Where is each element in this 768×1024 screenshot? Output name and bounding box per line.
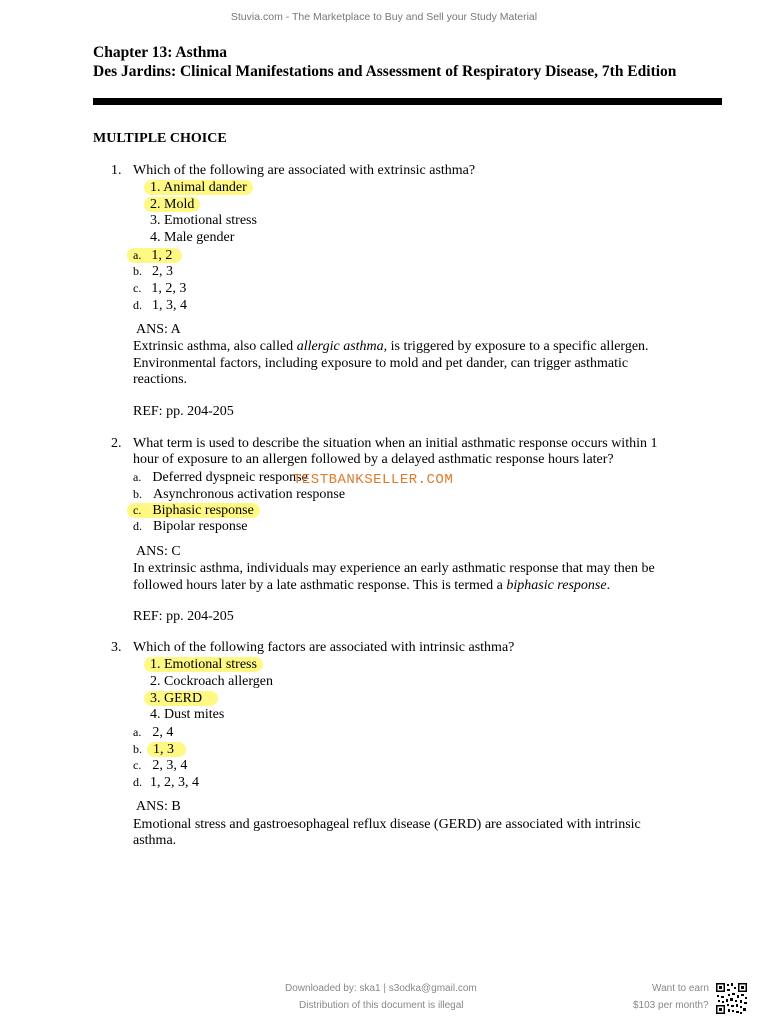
explanation-text: . bbox=[606, 578, 611, 593]
explanation-emphasis: allergic asthma bbox=[296, 339, 384, 354]
explanation-text: followed hours later by a late asthmatic response. This is termed a bbox=[133, 578, 507, 593]
answer-key: ANS: A bbox=[136, 322, 181, 337]
choice-label: b. bbox=[133, 487, 142, 501]
qr-code-icon[interactable] bbox=[715, 982, 748, 1015]
earn-promo-line2[interactable]: $103 per month? bbox=[633, 1000, 709, 1011]
question-stem: Which of the following factors are associated with intrinsic asthma? bbox=[133, 640, 515, 655]
choice-text: 2, 3, 4 bbox=[152, 758, 188, 773]
answer-choice bbox=[133, 469, 308, 486]
list-item: 2. Cockroach allergen bbox=[150, 674, 273, 689]
explanation-line: asthma. bbox=[133, 833, 177, 848]
answer-choice bbox=[133, 297, 187, 314]
choice-label: a. bbox=[133, 248, 142, 262]
item-text: 2. Mold bbox=[144, 197, 200, 212]
answer-choice bbox=[133, 741, 186, 758]
document-title bbox=[93, 44, 733, 81]
explanation-line: In extrinsic asthma, individuals may experience an early asthmatic response that may then be bbox=[133, 561, 655, 576]
choice-text: 1, 3, 4 bbox=[152, 298, 187, 313]
list-item bbox=[150, 691, 218, 707]
explanation-line: Emotional stress and gastroesophageal reflux disease (GERD) are associated with intrinsic bbox=[133, 817, 641, 832]
explanation-line bbox=[133, 578, 610, 594]
reference: REF: pp. 204-205 bbox=[133, 404, 234, 419]
chapter-title: Chapter 13: Asthma bbox=[93, 44, 228, 61]
downloaded-by: Downloaded by: ska1 | s3odka@gmail.com bbox=[285, 983, 477, 994]
answer-choice bbox=[133, 724, 173, 741]
stuvia-banner: Stuvia.com - The Marketplace to Buy and Sell your Study Material bbox=[230, 11, 538, 23]
question-stem: hour of exposure to an allergen followed by a delayed asthmatic response hours later? bbox=[133, 452, 614, 467]
choice-label: a. bbox=[133, 470, 142, 484]
explanation-line: reactions. bbox=[133, 372, 188, 387]
question-number: 1. bbox=[111, 163, 122, 178]
list-item bbox=[150, 657, 263, 673]
choice-label: c. bbox=[133, 503, 142, 517]
choice-label: c. bbox=[133, 281, 142, 295]
answer-choice bbox=[133, 502, 260, 519]
choice-text: Asynchronous activation response bbox=[153, 487, 346, 502]
explanation-line bbox=[133, 339, 649, 355]
choice-label: b. bbox=[133, 742, 142, 756]
reference: REF: pp. 204-205 bbox=[133, 609, 234, 624]
choice-text: 2, 4 bbox=[152, 725, 174, 740]
earn-promo-line1[interactable]: Want to earn bbox=[652, 983, 709, 994]
choice-label: d. bbox=[133, 298, 142, 312]
choice-text: 1, 2 bbox=[151, 248, 173, 263]
explanation-text: , is triggered by exposure to a specific allergen. bbox=[383, 339, 649, 354]
list-item: 3. Emotional stress bbox=[150, 213, 257, 228]
choice-label: b. bbox=[133, 264, 142, 278]
section-heading: MULTIPLE CHOICE bbox=[93, 131, 227, 146]
list-item: 4. Dust mites bbox=[150, 707, 225, 722]
distribution-notice: Distribution of this document is illegal bbox=[299, 1000, 464, 1011]
explanation-line: Environmental factors, including exposure to mold and pet dander, can trigger asthmatic bbox=[133, 356, 629, 371]
item-text: 1. Animal dander bbox=[144, 180, 253, 195]
title-rule bbox=[93, 98, 722, 105]
answer-key: ANS: B bbox=[136, 799, 181, 814]
choice-text: Deferred dyspneic response bbox=[152, 470, 308, 485]
answer-choice bbox=[133, 247, 182, 264]
item-text: 1. Emotional stress bbox=[144, 657, 263, 672]
choice-label: d. bbox=[133, 519, 142, 533]
choice-label: a. bbox=[133, 725, 142, 739]
answer-key: ANS: C bbox=[136, 544, 181, 559]
explanation-text: Extrinsic asthma, also called bbox=[133, 339, 297, 354]
watermark-text: TESTBANKSELLER.COM bbox=[293, 472, 454, 488]
list-item bbox=[150, 180, 253, 196]
question-stem: Which of the following are associated with extrinsic asthma? bbox=[133, 163, 476, 178]
choice-text: Bipolar response bbox=[153, 519, 248, 534]
choice-text: 1, 3 bbox=[147, 742, 186, 757]
answer-choice bbox=[133, 486, 345, 503]
choice-label: c. bbox=[133, 758, 142, 772]
question-stem: What term is used to describe the situation when an initial asthmatic response occurs within 1 bbox=[133, 436, 658, 451]
question-number: 3. bbox=[111, 640, 122, 655]
answer-choice bbox=[133, 263, 173, 280]
answer-choice bbox=[133, 774, 199, 791]
choice-text: 1, 2, 3, 4 bbox=[150, 775, 199, 790]
choice-text: 1, 2, 3 bbox=[151, 281, 187, 296]
answer-choice bbox=[133, 518, 247, 535]
answer-choice bbox=[133, 757, 187, 774]
list-item bbox=[150, 197, 200, 213]
list-item: 4. Male gender bbox=[150, 230, 235, 245]
choice-label: d. bbox=[133, 775, 142, 789]
item-text: 3. GERD bbox=[144, 691, 218, 706]
book-subtitle: Des Jardins: Clinical Manifestations and Assessment of Respiratory Disease, 7th Edition bbox=[93, 62, 677, 80]
choice-text: 2, 3 bbox=[152, 264, 173, 279]
explanation-emphasis: biphasic response bbox=[506, 578, 607, 593]
answer-choice bbox=[133, 280, 186, 297]
question-number: 2. bbox=[111, 436, 122, 451]
choice-text: Biphasic response bbox=[152, 503, 254, 518]
